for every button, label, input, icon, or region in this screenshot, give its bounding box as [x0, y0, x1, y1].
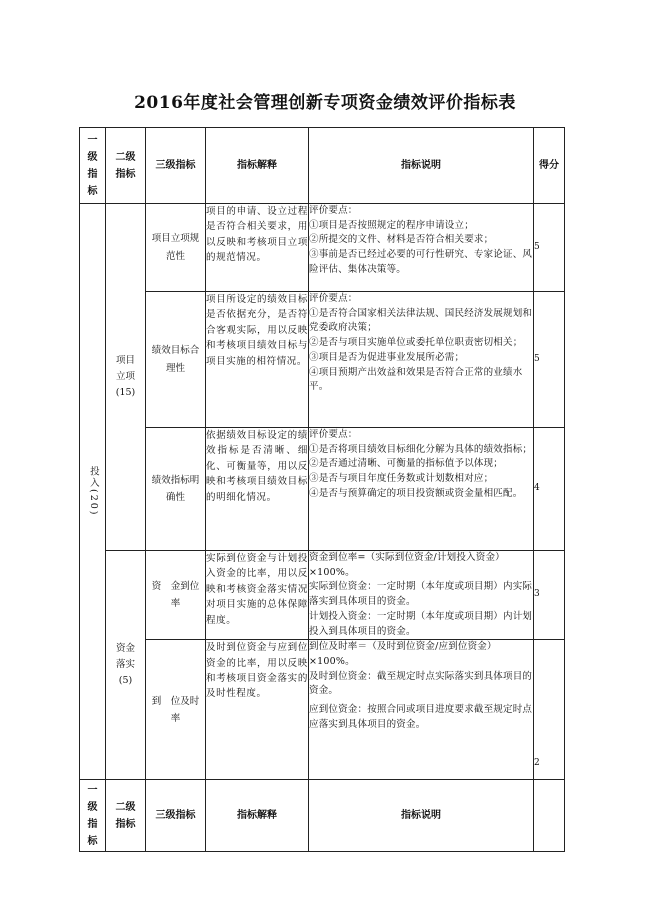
level3-cell: 到 位及时率 [146, 640, 206, 780]
level3-cell: 资 金到位率 [146, 551, 206, 640]
header-level2: 二级指标 [106, 780, 146, 852]
header-level3: 三级指标 [146, 780, 206, 852]
level1-cell [80, 204, 106, 780]
explain-cell: 及时到位资金与应到位资金的比率，用以反映和考核项目资金落实的及时性程度。 [206, 640, 309, 780]
desc-cell: 资金到位率=（实际到位资金/计划投入资金）×100%。 实际到位资金：一定时期（本年度或项目期）内实际落实到具体项目的资金。 计划投入资金：一定时期（本年度或项目期）内计划投入到具体项目的资金。 [309, 551, 534, 640]
score-cell: 4 [534, 428, 565, 551]
table-row [80, 204, 565, 292]
level1-weight: (20) [87, 489, 99, 517]
explain-cell: 实际到位资金与计划投入资金的比率，用以反映和考核资金落实情况对项目实施的总体保障程度。 [206, 551, 309, 640]
indicator-table [79, 127, 565, 852]
table-row [80, 292, 565, 428]
score-cell: 2 [534, 640, 565, 780]
desc-cell: 到位及时率＝（及时到位资金/应到位资金）×100%。 及时到位资金：截至规定时点实际落实到具体项目的资金。 应到位资金：按照合同或项目进度要求截至规定时点应落实到具体项目的资金。 [309, 640, 534, 780]
header-level2: 二级指标 [106, 128, 146, 204]
level3-cell: 绩效指标明确性 [146, 428, 206, 551]
level1-label: 投入 [87, 466, 99, 490]
table-header-row [80, 128, 565, 204]
level2-weight: (15) [115, 387, 136, 399]
header-level1: 一级指标 [80, 780, 106, 852]
desc-cell: 评价要点： ①是否将项目绩效目标细化分解为具体的绩效指标； ②是否通过清晰、可衡量的指标值予以体现； ③是否与项目年度任务数或计划数相对应； ④是否与预算确定的项目投资额或资金量相匹配。 [309, 428, 534, 551]
level3-cell: 绩效目标合理性 [146, 292, 206, 428]
desc-cell: 评价要点： ①项目是否按照规定的程序申请设立； ②所提交的文件、材料是否符合相关要求； ③事前是否已经过必要的可行性研究、专家论证、风险评估、集体决策等。 [309, 204, 534, 292]
level2-label: 项目立项 [115, 354, 135, 382]
table-header-row-repeat [80, 780, 565, 852]
score-cell: 5 [534, 204, 565, 292]
score-cell: 5 [534, 292, 565, 428]
table-row [80, 640, 565, 780]
explain-cell: 依据绩效目标设定的绩效指标是否清晰、细化、可衡量等，用以反映和考核项目绩效目标的明细化情况。 [206, 428, 309, 551]
score-cell: 3 [534, 551, 565, 640]
level2-cell [106, 551, 146, 780]
header-desc: 指标说明 [309, 780, 534, 852]
explain-cell: 项目所设定的绩效目标是否依据充分，是否符合客观实际，用以反映和考核项目绩效目标与项目实施的相符情况。 [206, 292, 309, 428]
table-row [80, 428, 565, 551]
header-level3: 三级指标 [146, 128, 206, 204]
header-explain: 指标解释 [206, 128, 309, 204]
header-desc: 指标说明 [309, 128, 534, 204]
table-row [80, 551, 565, 640]
page-title: 2016年度社会管理创新专项资金绩效评价指标表 [134, 93, 516, 113]
header-score: 得分 [534, 128, 565, 204]
header-level1: 一级指标 [80, 128, 106, 204]
level2-label: 资金落实 [115, 642, 135, 671]
level2-weight: (5) [118, 675, 133, 687]
level3-cell: 项目立项规范性 [146, 204, 206, 292]
desc-cell: 评价要点： ①是否符合国家相关法律法规、国民经济发展规划和党委政府决策； ②是否与项目实施单位或委托单位职责密切相关； ③项目是否为促进事业发展所必需； ④项目预期产出效益和效果是否符合正常的业绩水平。 [309, 292, 534, 428]
level2-cell [106, 204, 146, 551]
header-score [534, 780, 565, 852]
header-explain: 指标解释 [206, 780, 309, 852]
explain-cell: 项目的申请、设立过程是否符合相关要求，用以反映和考核项目立项的规范情况。 [206, 204, 309, 292]
